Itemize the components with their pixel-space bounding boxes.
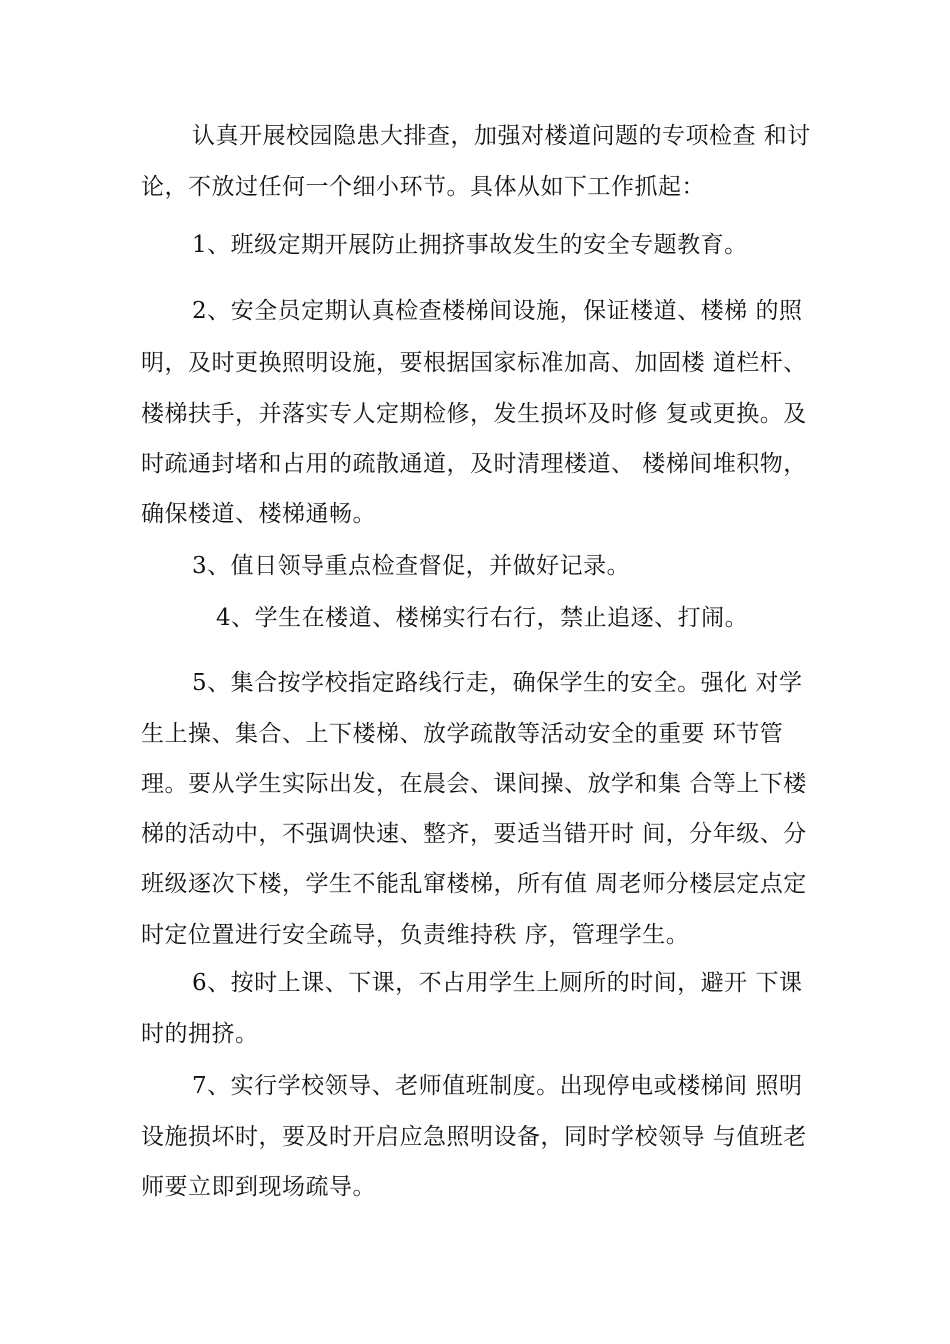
text-line: 班级逐次下楼，学生不能乱窜楼梯，所有值 周老师分楼层定点定 bbox=[141, 871, 807, 897]
text-line: 师要立即到现场疏导。 bbox=[141, 1174, 376, 1200]
text-line: 时的拥挤。 bbox=[141, 1021, 259, 1047]
text-line: 梯的活动中，不强调快速、整齐，要适当错开时 间，分年级、分 bbox=[141, 821, 807, 847]
text-line: 2、安全员定期认真检查楼梯间设施，保证楼道、楼梯 的照 bbox=[192, 298, 803, 324]
text-line: 认真开展校园隐患大排查，加强对楼道问题的专项检查 和讨 bbox=[192, 123, 811, 149]
text-line: 7、实行学校领导、老师值班制度。出现停电或楼梯间 照明 bbox=[192, 1073, 803, 1099]
text-line: 4、学生在楼道、楼梯实行右行，禁止追逐、打闹。 bbox=[216, 605, 749, 631]
text-line: 1、班级定期开展防止拥挤事故发生的安全专题教育。 bbox=[192, 232, 748, 258]
text-line: 理。要从学生实际出发，在晨会、课间操、放学和集 合等上下楼 bbox=[141, 771, 807, 797]
text-line: 楼梯扶手，并落实专人定期检修，发生损坏及时修 复或更换。及 bbox=[141, 401, 807, 427]
text-line: 3、值日领导重点检查督促，并做好记录。 bbox=[192, 553, 631, 579]
text-line: 明，及时更换照明设施，要根据国家标准加高、加固楼 道栏杆、 bbox=[141, 350, 807, 376]
text-line: 时定位置进行安全疏导，负责维持秩 序，管理学生。 bbox=[141, 922, 690, 948]
text-line: 6、按时上课、下课，不占用学生上厕所的时间，避开 下课 bbox=[192, 970, 803, 996]
text-line: 5、集合按学校指定路线行走，确保学生的安全。强化 对学 bbox=[192, 670, 803, 696]
text-line: 生上操、集合、上下楼梯、放学疏散等活动安全的重要 环节管 bbox=[141, 721, 784, 747]
text-line: 论，不放过任何一个细小环节。具体从如下工作抓起： bbox=[141, 174, 705, 200]
text-line: 确保楼道、楼梯通畅。 bbox=[141, 501, 376, 527]
text-line: 设施损坏时，要及时开启应急照明设备，同时学校领导 与值班老 bbox=[141, 1124, 807, 1150]
text-line: 时疏通封堵和占用的疏散通道，及时清理楼道、 楼梯间堆积物， bbox=[141, 451, 807, 477]
